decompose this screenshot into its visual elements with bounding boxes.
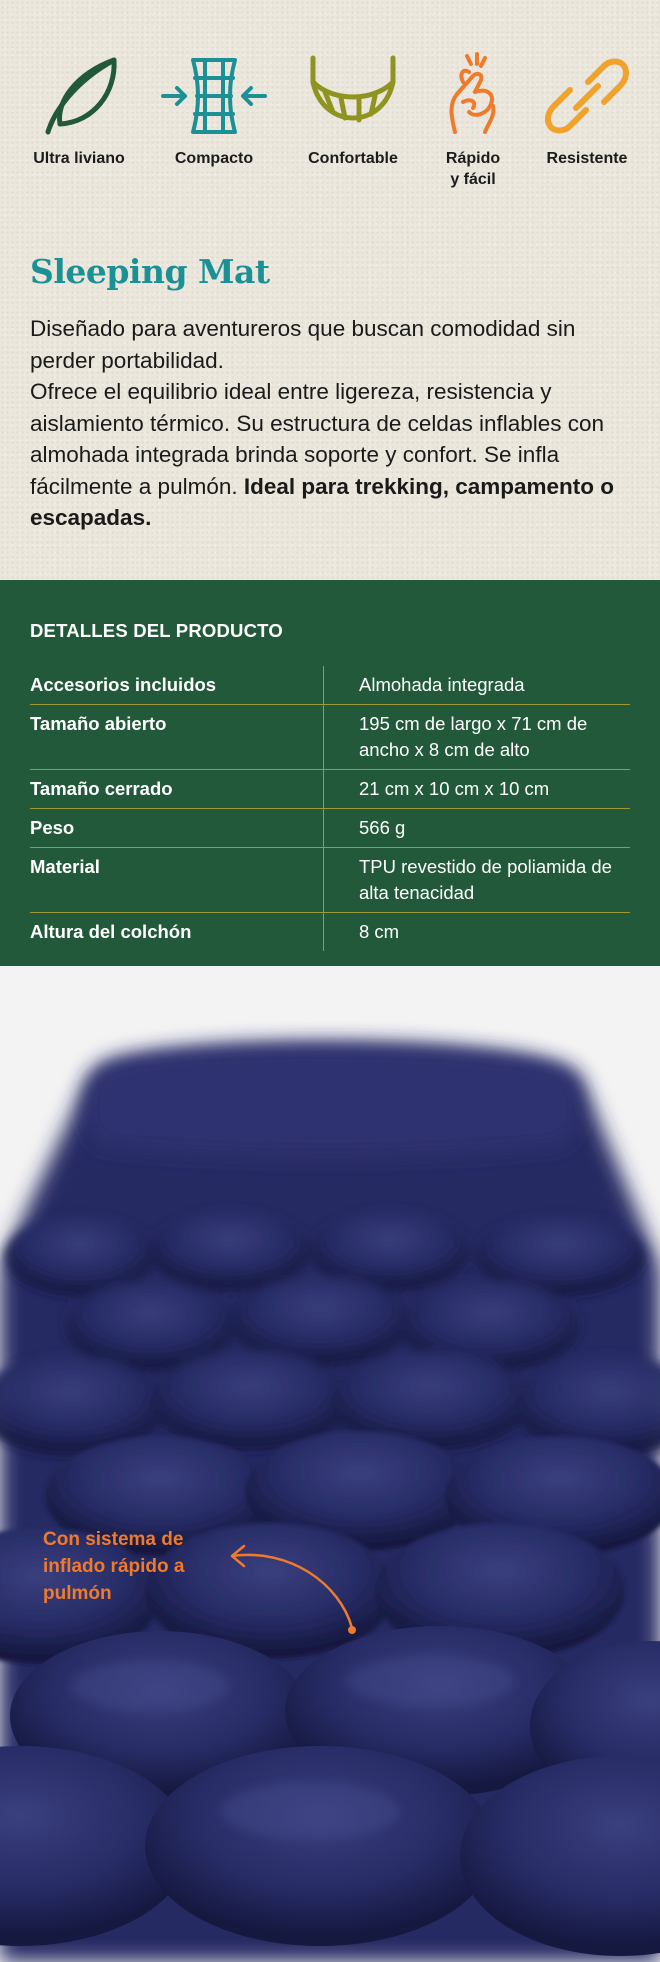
spec-key: Altura del colchón [30, 913, 324, 952]
intro-section [0, 0, 660, 580]
spec-row [30, 705, 630, 770]
product-description [30, 313, 640, 534]
description-body: Ofrece el equilibrio ideal entre ligereza, resistencia y aislamiento térmico. Su estructura de celdas inflables con almohada integrada brinda soporte y confort. Se infla fácilmente a pulmón. [30, 379, 605, 499]
spec-value: 21 cm x 10 cm x 10 cm [359, 778, 550, 799]
description-highlight: Ideal para trekking, campamento o escapadas. [30, 473, 614, 530]
spec-row [30, 770, 630, 809]
spec-key: Peso [30, 809, 324, 848]
snap-fingers-icon [433, 52, 513, 140]
callout-arrow-icon [210, 1534, 360, 1644]
description-line-2 [30, 376, 640, 534]
feature-label: Confortable [308, 150, 398, 167]
spec-value: 195 cm de largo x 71 cm de ancho x 8 cm de alto [359, 713, 588, 760]
chain-link-icon [542, 52, 632, 140]
feature-label: Ultra liviano [33, 150, 125, 167]
spec-value: TPU revestido de poliamida de alta tenacidad [359, 856, 612, 903]
spec-row [30, 666, 630, 705]
spec-value: Almohada integrada [359, 674, 525, 695]
feature-rapido-facil [408, 52, 538, 190]
product-title: Sleeping Mat [30, 252, 270, 291]
spec-table [30, 666, 630, 951]
spec-row [30, 848, 630, 913]
spec-value: 8 cm [359, 921, 400, 942]
feature-confortable [288, 52, 418, 169]
spec-row [30, 913, 630, 952]
details-heading: DETALLES DEL PRODUCTO [30, 620, 283, 641]
product-details-section [0, 580, 660, 966]
feature-label: Compacto [174, 150, 254, 167]
spec-row [30, 809, 630, 848]
spec-key: Material [30, 848, 324, 913]
leaf-icon [34, 52, 124, 140]
sleeping-mat-image [0, 966, 660, 1962]
spec-key: Tamaño cerrado [30, 770, 324, 809]
spec-key: Tamaño abierto [30, 705, 324, 770]
spec-value: 566 g [359, 817, 406, 838]
spec-key: Accesorios incluidos [30, 666, 324, 705]
product-photo [0, 966, 660, 1962]
feature-compacto [149, 52, 279, 169]
description-line-1: Diseñado para aventureros que buscan comodidad sin perder portabilidad. [30, 316, 576, 373]
feature-label: Resistente [546, 150, 628, 167]
feature-ultra-liviano [14, 52, 144, 169]
callout-inflation: Con sistema de inflado rápido a pulmón [43, 1529, 185, 1604]
feature-icons-row [0, 52, 660, 212]
feature-label: Rápido y fácil [445, 150, 501, 188]
hammock-icon [303, 52, 403, 140]
compress-icon [159, 52, 269, 140]
feature-resistente [522, 52, 652, 169]
